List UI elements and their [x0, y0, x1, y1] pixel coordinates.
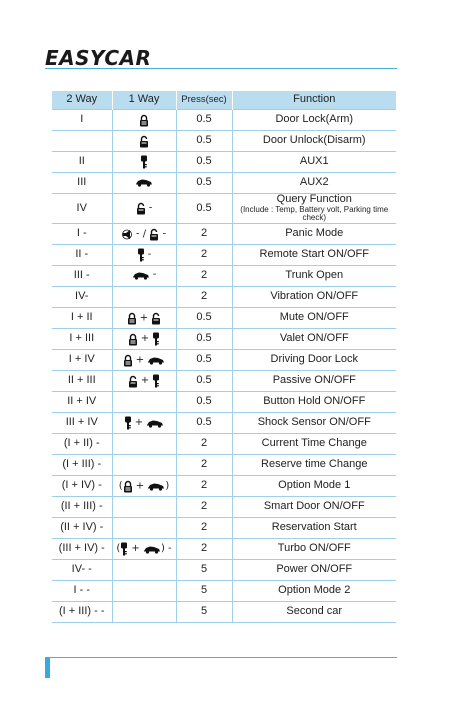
- function-label: Door Lock(Arm): [275, 113, 354, 126]
- function-cell: [232, 602, 396, 623]
- car-icon: [147, 354, 165, 366]
- car-icon: [147, 480, 165, 492]
- lock-open-icon: [151, 312, 161, 324]
- one-way-combo: [112, 350, 176, 371]
- lock-open-icon: [139, 135, 149, 147]
- paren-close: ): [165, 479, 170, 491]
- press-seconds: 5: [176, 581, 232, 602]
- function-cell: [232, 173, 396, 194]
- function-label: Vibration ON/OFF: [270, 290, 359, 303]
- footer-divider: [45, 657, 397, 658]
- function-label: Passive ON/OFF: [272, 374, 356, 387]
- press-seconds: 2: [176, 497, 232, 518]
- one-way-combo: [112, 371, 176, 392]
- press-seconds: 2: [176, 224, 232, 245]
- table-row: [52, 455, 396, 476]
- table-header-row: [52, 91, 396, 110]
- one-way-combo: [112, 455, 176, 476]
- function-label: AUX2: [299, 176, 329, 189]
- combo-separator: +: [137, 374, 153, 386]
- press-seconds: 2: [176, 476, 232, 497]
- one-way-combo: [112, 602, 176, 623]
- one-way-combo: [112, 434, 176, 455]
- one-way-combo: [112, 266, 176, 287]
- two-way-combo: (I + IV) -: [52, 476, 112, 497]
- function-cell: [232, 476, 396, 497]
- table-row: [52, 497, 396, 518]
- press-seconds: 0.5: [176, 152, 232, 173]
- paren-open: (: [118, 479, 123, 491]
- table-row: [52, 371, 396, 392]
- function-cell: [232, 245, 396, 266]
- key-icon: [140, 156, 148, 168]
- key-icon: [152, 375, 160, 387]
- table-row: [52, 131, 396, 152]
- press-seconds: 0.5: [176, 329, 232, 350]
- function-cell: [232, 350, 396, 371]
- table-row: [52, 266, 396, 287]
- combo-separator: +: [131, 416, 147, 428]
- function-label: Mute ON/OFF: [279, 311, 349, 324]
- press-seconds: 0.5: [176, 413, 232, 434]
- function-label: Turbo ON/OFF: [277, 542, 351, 555]
- two-way-combo: II + III: [52, 371, 112, 392]
- function-label: Reservation Start: [271, 521, 357, 534]
- function-note: (Include : Temp, Battery volt, Parking time check): [240, 204, 389, 223]
- lock-closed-icon: [139, 114, 149, 126]
- lock-closed-icon: [123, 480, 133, 492]
- table-row: [52, 392, 396, 413]
- two-way-combo: (I + II) -: [52, 434, 112, 455]
- press-seconds: 2: [176, 287, 232, 308]
- two-way-combo: III + IV: [52, 413, 112, 434]
- table-row: [52, 245, 396, 266]
- function-cell: [232, 224, 396, 245]
- hold-suffix: -: [149, 269, 157, 281]
- two-way-combo: I -: [52, 224, 112, 245]
- function-cell: [232, 266, 396, 287]
- key-icon: [152, 333, 160, 345]
- two-way-combo: II -: [52, 245, 112, 266]
- function-cell: [232, 110, 396, 131]
- one-way-combo: [112, 560, 176, 581]
- one-way-combo: [112, 131, 176, 152]
- function-cell: [232, 287, 396, 308]
- press-seconds: 0.5: [176, 371, 232, 392]
- one-way-combo: [112, 110, 176, 131]
- two-way-combo: (II + III) -: [52, 497, 112, 518]
- function-label: Shock Sensor ON/OFF: [257, 416, 371, 429]
- table-row: [52, 329, 396, 350]
- one-way-combo: [112, 152, 176, 173]
- combo-separator: +: [128, 542, 143, 554]
- table-row: [52, 560, 396, 581]
- function-label: AUX1: [299, 155, 329, 168]
- two-way-combo: III: [52, 173, 112, 194]
- function-label: Remote Start ON/OFF: [259, 248, 369, 261]
- press-seconds: 2: [176, 245, 232, 266]
- function-label: Panic Mode: [285, 227, 344, 240]
- table-row: [52, 152, 396, 173]
- one-way-combo: [112, 476, 176, 497]
- function-cell: [232, 455, 396, 476]
- table-row: [52, 476, 396, 497]
- function-label: Current Time Change: [261, 437, 367, 450]
- press-seconds: 0.5: [176, 194, 232, 224]
- one-way-combo: [112, 413, 176, 434]
- function-cell: [232, 539, 396, 560]
- paren-open: (: [116, 542, 121, 554]
- lock-closed-icon: [127, 312, 137, 324]
- function-label: Smart Door ON/OFF: [263, 500, 365, 513]
- table-row: [52, 194, 396, 224]
- function-label: Door Unlock(Disarm): [262, 134, 366, 147]
- header-divider: [45, 68, 397, 69]
- two-way-combo: I - -: [52, 581, 112, 602]
- two-way-combo: (I + III) - -: [52, 602, 112, 623]
- one-way-combo: [112, 173, 176, 194]
- two-way-combo: IV: [52, 194, 112, 224]
- combo-separator: +: [137, 332, 153, 344]
- function-cell: [232, 308, 396, 329]
- one-way-combo: [112, 287, 176, 308]
- one-way-combo: [112, 245, 176, 266]
- key-icon: [124, 417, 132, 429]
- two-way-combo: I: [52, 110, 112, 131]
- one-way-combo: [112, 539, 176, 560]
- header-press-sec: Press(sec): [176, 91, 232, 110]
- function-label: Option Mode 1: [278, 479, 351, 492]
- function-cell: [232, 131, 396, 152]
- function-label: Second car: [286, 605, 343, 618]
- table-row: [52, 173, 396, 194]
- one-way-combo: [112, 518, 176, 539]
- two-way-combo: IV-: [52, 287, 112, 308]
- function-cell: [232, 413, 396, 434]
- two-way-combo: I + III: [52, 329, 112, 350]
- press-seconds: 0.5: [176, 173, 232, 194]
- one-way-combo: [112, 581, 176, 602]
- two-way-combo: II + IV: [52, 392, 112, 413]
- one-way-combo: [112, 224, 176, 245]
- hold-suffix: -: [144, 248, 152, 260]
- horn-icon: [122, 228, 133, 240]
- function-cell: [232, 194, 396, 224]
- press-seconds: 0.5: [176, 350, 232, 371]
- car-icon: [143, 543, 161, 555]
- table-row: [52, 602, 396, 623]
- key-icon: [137, 249, 145, 261]
- table-row: [52, 518, 396, 539]
- table-row: [52, 434, 396, 455]
- two-way-combo: (II + IV) -: [52, 518, 112, 539]
- two-way-combo: III -: [52, 266, 112, 287]
- two-way-combo: I + IV: [52, 350, 112, 371]
- two-way-combo: [52, 131, 112, 152]
- function-label: Valet ON/OFF: [279, 332, 349, 345]
- one-way-combo: [112, 308, 176, 329]
- two-way-combo: (I + III) -: [52, 455, 112, 476]
- press-seconds: 2: [176, 434, 232, 455]
- press-seconds: 0.5: [176, 110, 232, 131]
- function-label: Option Mode 2: [278, 584, 351, 597]
- lock-open-icon: [149, 228, 159, 240]
- page-marker: [45, 658, 50, 678]
- function-label: Power ON/OFF: [276, 563, 353, 576]
- press-seconds: 2: [176, 539, 232, 560]
- car-icon: [132, 269, 150, 281]
- table-row: [52, 539, 396, 560]
- lock-open-icon: [136, 202, 146, 214]
- table-row: [52, 350, 396, 371]
- function-cell: [232, 560, 396, 581]
- header-function: Function: [232, 91, 396, 110]
- function-label: Button Hold ON/OFF: [263, 395, 366, 408]
- header-2-way: 2 Way: [52, 91, 112, 110]
- function-cell: [232, 497, 396, 518]
- press-seconds: 5: [176, 602, 232, 623]
- function-label: Query Function: [276, 193, 352, 205]
- press-seconds: 5: [176, 560, 232, 581]
- one-way-combo: [112, 392, 176, 413]
- lock-closed-icon: [123, 354, 133, 366]
- car-icon: [146, 417, 164, 429]
- hold-suffix: -: [159, 227, 167, 239]
- hold-suffix: -: [145, 202, 153, 214]
- two-way-combo: II: [52, 152, 112, 173]
- press-seconds: 2: [176, 518, 232, 539]
- two-way-combo: (III + IV) -: [52, 539, 112, 560]
- table-row: [52, 413, 396, 434]
- brand-logo: EASYCAR: [45, 46, 152, 70]
- press-seconds: 2: [176, 266, 232, 287]
- function-cell: [232, 152, 396, 173]
- press-seconds: 2: [176, 455, 232, 476]
- table-row: [52, 110, 396, 131]
- function-cell: [232, 518, 396, 539]
- function-table: [52, 91, 396, 623]
- table-row: [52, 224, 396, 245]
- combo-separator: +: [132, 479, 148, 491]
- combo-separator: +: [132, 353, 148, 365]
- function-label: Reserve time Change: [261, 458, 368, 471]
- press-seconds: 0.5: [176, 392, 232, 413]
- paren-close: ): [160, 542, 165, 554]
- function-cell: [232, 434, 396, 455]
- function-label: Trunk Open: [285, 269, 344, 282]
- function-cell: [232, 581, 396, 602]
- table-row: [52, 308, 396, 329]
- function-label: Driving Door Lock: [270, 353, 358, 366]
- lock-closed-icon: [128, 333, 138, 345]
- one-way-combo: [112, 497, 176, 518]
- function-cell: [232, 371, 396, 392]
- function-cell: [232, 329, 396, 350]
- table-row: [52, 581, 396, 602]
- two-way-combo: IV- -: [52, 560, 112, 581]
- header-1-way: 1 Way: [112, 91, 176, 110]
- two-way-combo: I + II: [52, 308, 112, 329]
- function-cell: [232, 392, 396, 413]
- lock-open-icon: [128, 375, 138, 387]
- combo-separator: +: [136, 311, 152, 323]
- hold-suffix: -: [164, 542, 172, 554]
- press-seconds: 0.5: [176, 308, 232, 329]
- press-seconds: 0.5: [176, 131, 232, 152]
- one-way-combo: [112, 329, 176, 350]
- one-way-combo: [112, 194, 176, 224]
- car-icon: [135, 176, 153, 188]
- table-row: [52, 287, 396, 308]
- combo-separator: - /: [132, 227, 150, 239]
